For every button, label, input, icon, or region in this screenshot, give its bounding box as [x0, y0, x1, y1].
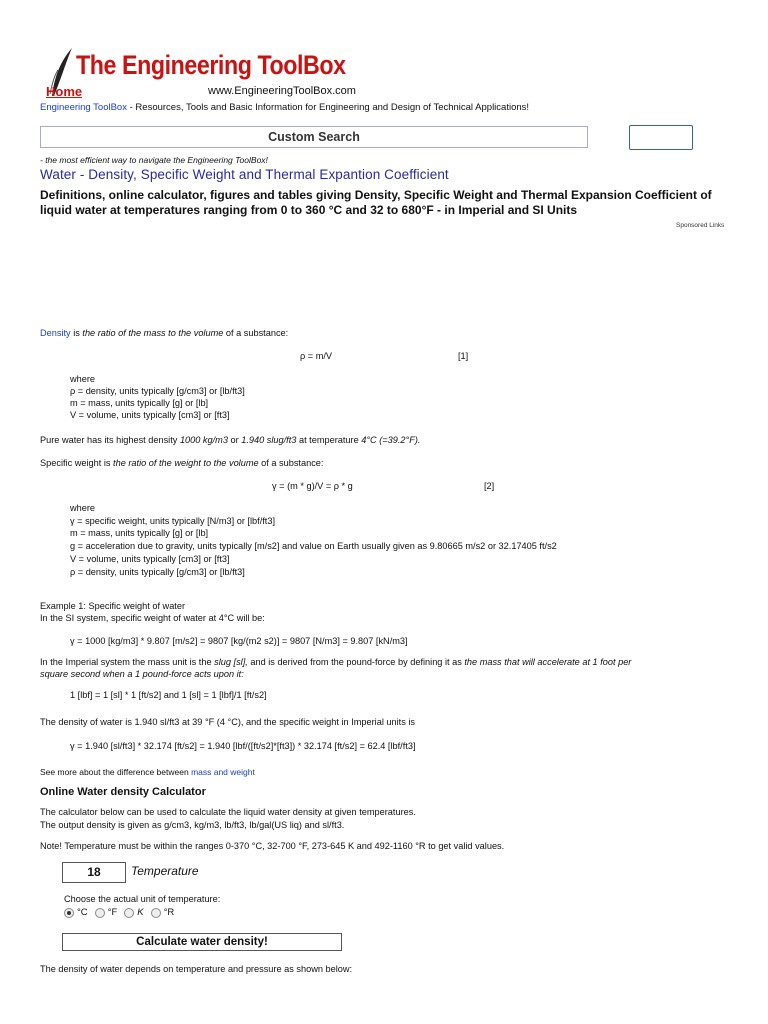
unit-radio-group	[64, 907, 178, 918]
unit-option-rankine[interactable]: °R	[151, 907, 175, 918]
radio-celsius[interactable]	[64, 908, 74, 918]
density-eq-number: [1]	[458, 351, 469, 361]
specific-weight-intro: Specific weight is the ratio of the weight to the volume of a substance:	[40, 458, 324, 468]
calculator-title: Online Water density Calculator	[40, 786, 206, 798]
radio-fahrenheit[interactable]	[95, 908, 105, 918]
specific-def-m: m = mass, units typically [g] or [lb]	[70, 528, 209, 538]
temperature-input[interactable]: 18	[62, 862, 126, 883]
search-button[interactable]	[629, 125, 693, 150]
radio-kelvin[interactable]	[124, 908, 134, 918]
example-imperial-intro: In the Imperial system the mass unit is the slug [sl], and is derived from the pound-force by defining it as the mass that will accelerate at 1 foot per	[40, 657, 632, 667]
radio-rankine[interactable]	[151, 908, 161, 918]
example-si-calc: γ = 1000 [kg/m3] * 9.807 [m/s2] = 9807 [kg/(m2 s2)] = 9807 [N/m3] = 9.807 [kN/m3]	[70, 636, 408, 646]
tagline	[40, 102, 529, 113]
specific-weight-formula: γ = (m * g)/V = ρ * g	[272, 481, 353, 491]
example-si-intro: In the SI system, specific weight of water at 4°C will be:	[40, 613, 265, 623]
site-url: www.EngineeringToolBox.com	[208, 85, 356, 97]
density-intro: Density is the ratio of the mass to the volume of a substance:	[40, 328, 289, 338]
example-imperial-result: γ = 1.940 [sl/ft3] * 32.174 [ft/s2] = 1.940 [lbf/([ft/s2]*[ft3]) * 32.174 [ft/s2] = 62.4 [lbf/ft3]	[70, 741, 416, 751]
sponsored-links-label: Sponsored Links	[676, 222, 725, 229]
specific-def-rho: ρ = density, units typically [g/cm3] or [lb/ft3]	[70, 567, 245, 577]
specific-def-v: V = volume, units typically [cm3] or [ft3]	[70, 554, 230, 564]
custom-search-input[interactable]	[40, 126, 588, 148]
calculator-desc-1: The calculator below can be used to calculate the liquid water density at given temperatures.	[40, 807, 416, 817]
specific-def-g: g = acceleration due to gravity, units typically [m/s2] and value on Earth usually given as 9.80665 m/s2 or 32.17405 ft/s2	[70, 541, 557, 551]
page-title: Water - Density, Specific Weight and Thermal Expantion Coefficient	[40, 167, 449, 182]
pure-water-density: Pure water has its highest density 1000 kg/m3 or 1.940 slug/ft3 at temperature 4°C (=39.2°F).	[40, 435, 421, 445]
temperature-label: Temperature	[131, 864, 199, 878]
home-link[interactable]: Home	[46, 84, 83, 99]
specific-weight-eq-number: [2]	[484, 481, 495, 491]
density-link[interactable]: Density	[40, 328, 71, 338]
density-formula: ρ = m/V	[300, 351, 333, 361]
unit-option-celsius[interactable]: °C	[64, 907, 88, 918]
density-def-v: V = volume, units typically [cm3] or [ft3]	[70, 410, 230, 420]
specific-where: where	[70, 503, 96, 513]
unit-prompt: Choose the actual unit of temperature:	[64, 894, 221, 904]
calculator-footer: The density of water depends on temperature and pressure as shown below:	[40, 964, 353, 974]
example-imperial-intro-cont: square second when a 1 pound-force acts upon it:	[40, 669, 244, 679]
search-label: Custom Search	[268, 130, 360, 144]
unit-option-fahrenheit[interactable]: °F	[95, 907, 118, 918]
calculator-note: Note! Temperature must be within the ranges 0-370 °C, 32-700 °F, 273-645 K and 492-1160 °R to get valid values.	[40, 841, 505, 851]
density-def-m: m = mass, units typically [g] or [lb]	[70, 398, 209, 408]
tagline-link[interactable]: Engineering ToolBox	[40, 102, 127, 113]
tagline-text: - Resources, Tools and Basic Information for Engineering and Design of Technical Applications!	[126, 102, 530, 113]
example-title: Example 1: Specific weight of water	[40, 601, 186, 611]
mass-and-weight-link[interactable]: mass and weight	[191, 767, 255, 777]
unit-option-kelvin[interactable]: K	[124, 907, 143, 918]
nav-hint: - the most efficient way to navigate the Engineering ToolBox!	[40, 155, 268, 165]
density-def-rho: ρ = density, units typically [g/cm3] or [lb/ft3]	[70, 386, 245, 396]
calculator-desc-2: The output density is given as g/cm3, kg/m3, lb/ft3, lb/gal(US liq) and sl/ft3.	[40, 820, 345, 830]
example-imperial-calc: 1 [lbf] = 1 [sl] * 1 [ft/s2] and 1 [sl] = 1 [lbf]/1 [ft/s2]	[70, 690, 267, 700]
density-where: where	[70, 374, 96, 384]
site-logo-title[interactable]: The Engineering ToolBox	[76, 50, 346, 80]
calculate-water-density-button[interactable]: Calculate water density!	[62, 933, 342, 951]
see-more: See more about the difference between mass and weight	[40, 767, 255, 777]
specific-def-gamma: γ = specific weight, units typically [N/m3] or [lbf/ft3]	[70, 516, 276, 526]
example-density-line: The density of water is 1.940 sl/ft3 at 39 °F (4 °C), and the specific weight in Imperial units is	[40, 717, 416, 727]
page-subtitle: Definitions, online calculator, figures and tables giving Density, Specific Weight and Thermal Expansion Coefficient of liquid water at temperatures ranging from 0 to 360 °C and 32 to 680°F - in Imperial and SI Units	[40, 188, 712, 217]
